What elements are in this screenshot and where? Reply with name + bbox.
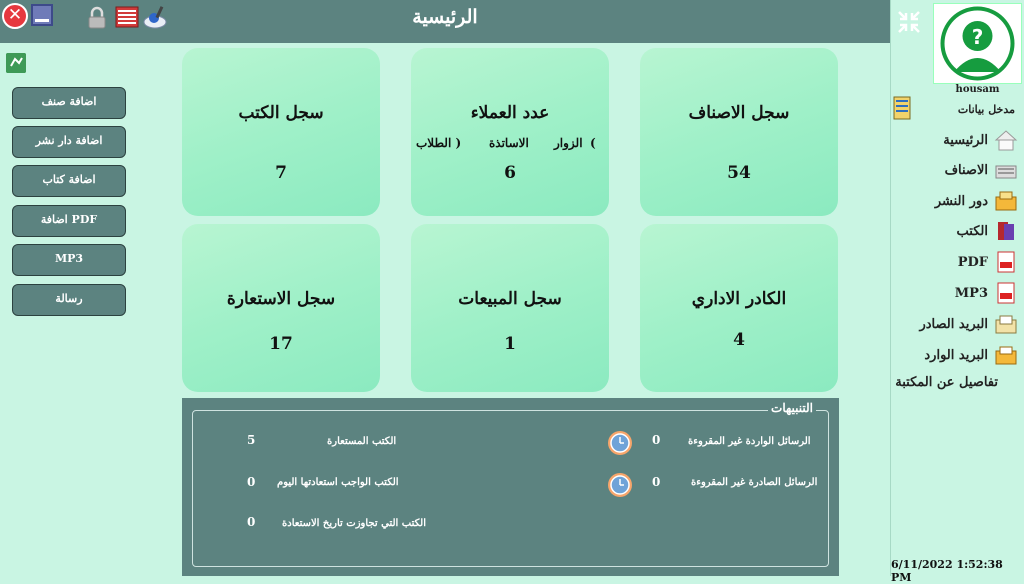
alert-value: 5 <box>247 433 256 447</box>
swap-icon[interactable] <box>6 53 26 73</box>
avatar[interactable] <box>933 3 1022 84</box>
nav-publishers[interactable] <box>935 188 1018 214</box>
title-bar <box>0 0 890 43</box>
sales-record-card[interactable] <box>411 224 609 392</box>
keyboard-icon[interactable] <box>115 6 139 28</box>
alert-value: 0 <box>652 433 661 447</box>
clock-icon[interactable] <box>607 472 633 498</box>
nav-label: MP3 <box>954 285 988 301</box>
username: housam <box>955 84 1000 95</box>
publishers-icon <box>994 189 1018 213</box>
nav-label: الاصناف <box>944 162 988 178</box>
outbox-icon <box>994 312 1018 336</box>
add-book-button[interactable]: اضافة كتاب <box>12 165 126 197</box>
books-record-card[interactable] <box>182 48 380 216</box>
user-role: مدخل بيانات <box>957 103 1015 116</box>
nav-label: البريد الوارد <box>924 347 988 363</box>
nav-label: الكتب <box>956 223 988 239</box>
nav-outbox[interactable] <box>919 311 1018 337</box>
user-help-icon <box>934 4 1021 83</box>
about-library-link[interactable]: تفاصيل عن المكتبة <box>895 375 998 390</box>
add-publisher-button[interactable]: اضافة دار نشر <box>12 126 126 158</box>
home-icon <box>994 128 1018 152</box>
card-title: سجل الاصناف <box>688 103 790 123</box>
add-pdf-button[interactable]: اضافة PDF <box>12 205 126 237</box>
lock-icon[interactable] <box>88 7 106 29</box>
card-value: 1 <box>504 334 516 354</box>
tools-icon[interactable] <box>142 4 168 30</box>
card-subtitle: الطلاب ) <box>416 136 462 150</box>
nav-books[interactable] <box>957 218 1018 244</box>
nav-label: الرئيسية <box>943 132 988 148</box>
nav-home[interactable] <box>943 127 1018 153</box>
pdf-icon <box>994 250 1018 274</box>
page-title: الرئيسية <box>412 6 478 28</box>
card-title: سجل الكتب <box>238 103 324 123</box>
svg-text:?: ? <box>971 25 984 49</box>
nav-categories[interactable] <box>945 157 1018 183</box>
card-title: سجل المبيعات <box>458 289 562 309</box>
alert-value: 0 <box>652 475 661 489</box>
card-value: 17 <box>269 334 293 354</box>
data-entry-icon <box>893 96 911 120</box>
card-value: 4 <box>733 330 745 350</box>
alert-value: 0 <box>247 515 256 529</box>
nav-pdf[interactable] <box>958 249 1018 275</box>
mp3-button[interactable]: MP3 <box>12 244 126 276</box>
admin-staff-card[interactable] <box>640 224 838 392</box>
collapse-icon[interactable] <box>896 9 922 35</box>
datetime: 6/11/2022 1:52:38 PM <box>891 558 1003 584</box>
message-button[interactable]: رسالة <box>12 284 126 316</box>
mp3-icon <box>994 281 1018 305</box>
alert-value: 0 <box>247 475 256 489</box>
close-icon[interactable]: ✕ <box>2 3 28 29</box>
nav-label: البريد الصادر <box>919 316 988 332</box>
alert-label: الرسائل الصادرة غير المقروءة <box>691 477 818 488</box>
card-title: الكادر الاداري <box>691 289 787 309</box>
alerts-panel <box>182 398 839 576</box>
nav-label: دور النشر <box>934 193 988 209</box>
card-value: 7 <box>275 163 287 183</box>
alerts-legend: التنبيهات <box>768 401 816 415</box>
card-value: 6 <box>504 163 516 183</box>
inbox-icon <box>994 343 1018 367</box>
alert-label: الكتب المستعارة <box>327 436 397 447</box>
card-title: سجل الاستعارة <box>226 289 336 309</box>
sidebar <box>890 0 1024 584</box>
nav-label: PDF <box>957 254 988 270</box>
categories-record-card[interactable] <box>640 48 838 216</box>
nav-inbox[interactable] <box>924 342 1018 368</box>
alerts-frame <box>192 410 829 567</box>
clients-count-card[interactable] <box>411 48 609 216</box>
alert-label: الرسائل الواردة غير المقروءة <box>688 436 811 447</box>
card-value: 54 <box>727 163 751 183</box>
card-subtitle: ( <box>590 136 596 150</box>
minimize-icon[interactable] <box>31 4 53 26</box>
alert-label: الكتب الواجب استعادتها اليوم <box>277 477 399 488</box>
alert-label: الكتب التي تجاوزت تاريخ الاستعادة <box>282 518 426 529</box>
card-subtitle: الزوار <box>554 136 583 150</box>
card-subtitle: الاساتذة <box>489 136 529 150</box>
clock-icon[interactable] <box>607 430 633 456</box>
nav-mp3[interactable] <box>955 280 1018 306</box>
books-icon <box>994 219 1018 243</box>
add-category-button[interactable]: اضافة صنف <box>12 87 126 119</box>
card-title: عدد العملاء <box>470 103 550 123</box>
categories-icon <box>994 158 1018 182</box>
borrowing-record-card[interactable] <box>182 224 380 392</box>
